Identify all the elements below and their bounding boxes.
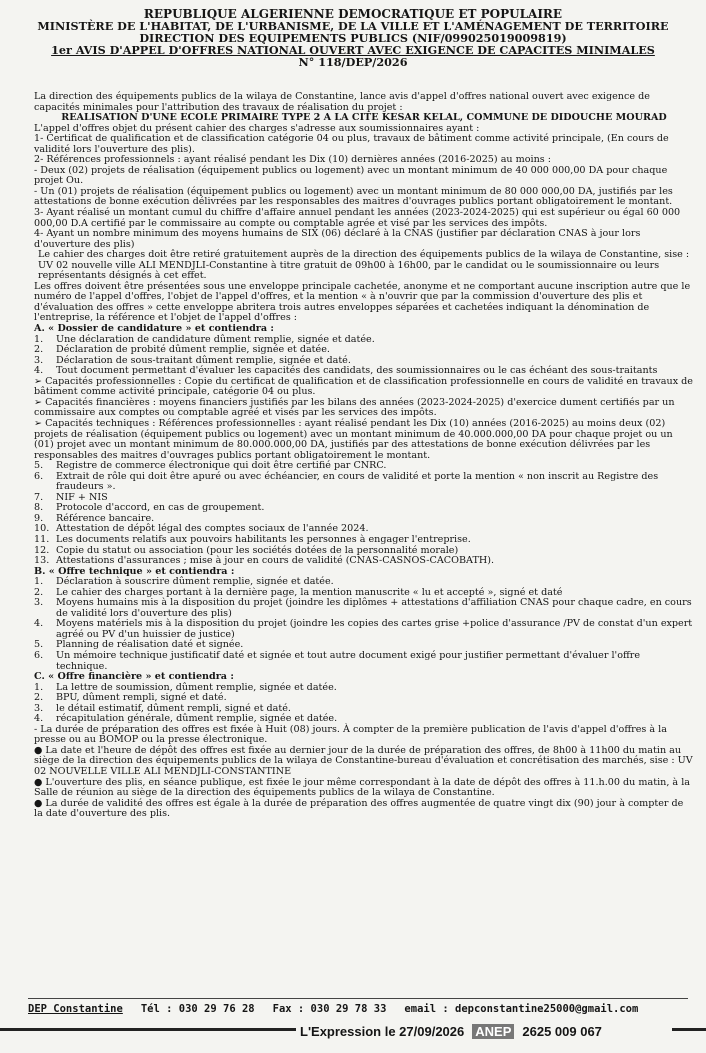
- list-item-number: 1.: [34, 681, 44, 693]
- list-item-number: 1.: [34, 576, 44, 588]
- press-paper: L'Expression le 27/09/2026: [300, 1024, 465, 1039]
- list-item-text: NIF + NIS: [56, 491, 108, 503]
- list-item-text: Déclaration à souscrire dûment remplie, signée et datée.: [56, 576, 334, 588]
- list-item-number: 4.: [34, 618, 44, 630]
- section-c-title: C. « Offre financière » et contiendra :: [34, 671, 234, 683]
- condition-line: 4- Ayant un nombre minimum des moyens humains de SIX (06) déclaré à la CNAS (justifier par déclaration CNAS à jour lors d'ouverture des plis): [34, 228, 641, 250]
- list-item-text: Attestations d'assurances ; mise à jour en cours de validité (CNAS-CASNOS-CACOBATH).: [56, 555, 495, 567]
- list-item-number: 5.: [34, 460, 44, 472]
- condition-line: 2- Références professionnels : ayant réalisé pendant les Dix (10) dernières années (2016-2025) au moins :: [34, 154, 551, 166]
- footer-dep: DEP Constantine: [28, 1003, 123, 1015]
- list-item-number: 2.: [34, 344, 44, 356]
- direction-title: DIRECTION DES EQUIPEMENTS PUBLICS (NIF/099025019009819): [139, 31, 567, 45]
- list-item-text: Planning de réalisation daté et signée.: [56, 639, 244, 651]
- condition-line: 3- Ayant réalisé un montant cumul du chiffre d'affaire annuel pendant les années (2023-2024-2025) qui est supérieur ou égal 60 000 000,00 D.A certifié par le commissaire au compte ou comptable agrée et visé par les services des impôts.: [34, 207, 681, 229]
- list-item: [34, 598, 694, 619]
- intro-paragraph: La direction des équipements publics de la wilaya de Constantine, lance avis d'appel d'offres national ouvert avec exigence de capacités minimales pour l'attribution des travaux de réalisation du projet :: [34, 91, 650, 113]
- list-item-text: Référence bancaire.: [56, 512, 155, 524]
- condition-line: 1- Certificat de qualification et de classification catégorie 04 ou plus, travaux de bâtiment comme activité principale, (En cours de validité lors l'ouverture des plis).: [34, 133, 669, 155]
- list-item: [34, 619, 694, 640]
- footer-email: email : depconstantine25000@gmail.com: [404, 1003, 639, 1015]
- list-item-text: Tout document permettant d'évaluer les capacités des candidats, des soumissionnaires ou le cas échéant des sous-traitants: [56, 365, 658, 377]
- list-item-number: 12.: [34, 544, 50, 556]
- closing-paragraph: ● La date et l'heure de dépôt des offres est fixée au dernier jour de la durée de préparation des offres, de 8h00 à 11h00 du matin au siège de la direction des équipements publics de la wilaya de Constantine-bureau d'évaluation et concrétisation des marchés, sise : UV 02 NOUVELLE VILLE ALI MENDJLI-CONSTANTINE: [34, 744, 693, 777]
- list-item-number: 3.: [34, 597, 44, 609]
- closing-paragraph: ● L'ouverture des plis, en séance publique, est fixée le jour même correspondant à la date de dépôt des offres à 11.h.00 du matin, à la Salle de réunion au siège de la direction des équipements publics de la wilaya de Constantine.: [34, 776, 690, 799]
- conditions-list: [34, 124, 694, 251]
- republic-title: REPUBLIQUE ALGERIENNE DEMOCRATIQUE ET POPULAIRE: [143, 7, 563, 21]
- list-item-number: 11.: [34, 533, 50, 545]
- footer-fax: Fax : 030 29 78 33: [272, 1003, 387, 1015]
- contact-footer: [28, 998, 688, 1015]
- footer-rule-right: [672, 1028, 706, 1031]
- list-item-number: 3.: [34, 702, 44, 714]
- press-reference: [300, 1024, 602, 1039]
- list-item-number: 1.: [34, 333, 44, 345]
- notice-number: N° 118/DEP/2026: [298, 55, 408, 69]
- ministry-title: MINISTÈRE DE L'HABITAT, DE L'URBANISME, DE LA VILLE ET L'AMÉNAGEMENT DE TERRITOIRE: [37, 19, 669, 33]
- list-item-text: Déclaration de probité dûment remplie, signée et datée.: [56, 344, 330, 356]
- section-b-title: B. « Offre technique » et contiendra :: [34, 565, 235, 577]
- footer-tel: Tél : 030 29 76 28: [140, 1003, 255, 1015]
- presentation-paragraph: Les offres doivent être présentées sous une enveloppe principale cachetée, anonyme et ne comportant aucune inscription autre que le numéro de l'appel d'offres, l'objet de l'appel d'offres, et la mention « à n'ouvrir que par la commission d'ouverture des plis et d'évaluation des offres » cette enveloppe abritera trois autres enveloppes séparées et cachetées indiquant la dénomination de l'entreprise, la référence et l'objet de l'appel d'offres :: [34, 280, 691, 324]
- list-item-number: 4.: [34, 365, 44, 377]
- list-item-number: 10.: [34, 523, 50, 535]
- list-item-text: Attestation de dépôt légal des comptes sociaux de l'année 2024.: [56, 523, 369, 535]
- section-b-items: [34, 577, 694, 672]
- list-item: [34, 535, 694, 546]
- section-c-items: [34, 683, 694, 725]
- list-item-number: 8.: [34, 502, 44, 514]
- list-item-number: 6.: [34, 470, 44, 482]
- list-item-text: Registre de commerce électronique qui doit être certifié par CNRC.: [56, 460, 387, 472]
- list-item-text: Le cahier des charges portant à la dernière page, la mention manuscrite « lu et accepté », signé et daté: [56, 586, 563, 598]
- list-item-number: 9.: [34, 512, 44, 524]
- retrait-paragraph: Le cahier des charges doit être retiré gratuitement auprès de la direction des équipements publics de la wilaya de Constantine, sise : UV 02 nouvelle ville ALI MENDJLI-Constantine à titre gratuit de 09h00 à 16h00, par le candidat ou le soumissionnaire ou leurs représentants désignés à cet effet.: [38, 249, 690, 282]
- capacites-techniques: ➢ Capacités techniques : Références professionnelles : ayant réalisé pendant les Dix (10) années (2016-2025) au moins deux (02) projets de réalisation (équipement publics ou logement) avec un montant minimum de 40.000.000,00 DA pour chaque projet ou un (01) projet avec un montant minimum de 80.000.000,00 DA, justifiés par des attestations de bonne exécution délivrées par les responsables des maitres d'ouvrages publics portant obligatoirement le montant.: [34, 417, 673, 461]
- list-item-text: Protocole d'accord, en cas de groupement.: [56, 502, 265, 514]
- list-item-text: La lettre de soumission, dûment remplie, signée et datée.: [56, 681, 337, 693]
- condition-line: L'appel d'offres objet du présent cahier des charges s'adresse aux soumissionnaires ayant :: [34, 122, 480, 134]
- list-item: [34, 651, 694, 672]
- list-item-number: 7.: [34, 491, 44, 503]
- list-item-number: 13.: [34, 555, 50, 567]
- notice-title: 1er AVIS D'APPEL D'OFFRES NATIONAL OUVERT AVEC EXIGENCE DE CAPACITES MINIMALES: [51, 43, 655, 57]
- list-item-number: 4.: [34, 713, 44, 725]
- list-item-number: 5.: [34, 639, 44, 651]
- list-item-text: Déclaration de sous-traitant dûment remplie, signée et daté.: [56, 354, 351, 366]
- section-a-title: A. « Dossier de candidature » et contiendra :: [34, 323, 274, 335]
- list-item-text: Extrait de rôle qui doit être apuré ou avec échéancier, en cours de validité et porte la mention « non inscrit au Registre des fraudeurs ».: [56, 470, 659, 493]
- list-item-text: le détail estimatif, dûment rempli, signé et daté.: [56, 702, 291, 714]
- list-item-number: 3.: [34, 354, 44, 366]
- list-item-text: Copie du statut ou association (pour les sociétés dotées de la personnalité morale): [56, 544, 459, 556]
- list-item-text: BPU, dûment rempli, signé et daté.: [56, 692, 227, 704]
- list-item-text: Une déclaration de candidature dûment remplie, signée et datée.: [56, 333, 375, 345]
- footer-rule-left: [0, 1028, 296, 1031]
- list-item-text: Un mémoire technique justificatif daté et signée et tout autre document exigé pour justifier permettant d'évaluer l'offre technique.: [56, 649, 641, 672]
- closing-paragraph: - La durée de préparation des offres est fixée à Huit (08) jours. À compter de la première publication de l'avis d'appel d'offres à la presse ou au BOMOP ou la presse électronique.: [34, 723, 667, 746]
- list-item-text: Moyens matériels mis à la disposition du projet (joindre les copies des cartes grise +police d'assurance /PV de constat d'un expert agréé ou PV d'un huissier de justice): [56, 618, 693, 640]
- press-ref: 2625 009 067: [522, 1024, 602, 1039]
- list-item-text: Les documents relatifs aux pouvoirs habilitants les personnes à engager l'entreprise.: [56, 533, 471, 545]
- list-item-text: Moyens humains mis à la disposition du projet (joindre les diplômes + attestations d'affiliation CNAS pour chaque cadre, en cours de validité lors d'ouverture des plis): [56, 597, 692, 619]
- condition-line: - Un (01) projets de réalisation (équipement publics ou logement) avec un montant minimum de 80 000 000,00 DA, justifiés par les attestations de bonne exécution délivrées par les responsables des maitres d'ouvrages publics portant obligatoirement le montant.: [34, 185, 673, 208]
- condition-line: - Deux (02) projets de réalisation (équipement publics ou logement) avec un montant minimum de 40 000 000,00 DA pour chaque projet Ou.: [34, 164, 668, 187]
- section-a-items-after: [34, 461, 694, 566]
- notice-header: [0, 8, 706, 68]
- press-anep: ANEP: [472, 1024, 514, 1039]
- section-a-items: [34, 335, 694, 377]
- list-item-number: 2.: [34, 586, 44, 598]
- list-item: [34, 472, 694, 493]
- closing-paragraphs: [34, 725, 694, 820]
- list-item-text: récapitulation générale, dûment remplie, signée et datée.: [56, 713, 338, 725]
- capacites-financieres: ➢ Capacités financières : moyens financiers justifiés par les bilans des années (2023-2024-2025) d'exercice dument certifiés par un commissaire aux comptes ou comptable agréé et visés par les services des impôts.: [34, 396, 675, 419]
- list-item-number: 2.: [34, 692, 44, 704]
- project-title: REALISATION D'UNE ECOLE PRIMAIRE TYPE 2 A LA CITE KESAR KELAL, COMMUNE DE DIDOUCHE MOURAD: [61, 112, 667, 124]
- capacites-professionnelles: ➢ Capacités professionnelles : Copie du certificat de qualification et de classification professionnelle en cours de validité en travaux de bâtiment comme activité principale, catégorie 04 ou plus.: [34, 375, 693, 398]
- closing-paragraph: ● La durée de validité des offres est égale à la durée de préparation des offres augmentée de quatre vingt dix (90) jour à compter de la date d'ouverture des plis.: [34, 797, 684, 820]
- list-item-number: 6.: [34, 649, 44, 661]
- notice-body: [34, 92, 694, 820]
